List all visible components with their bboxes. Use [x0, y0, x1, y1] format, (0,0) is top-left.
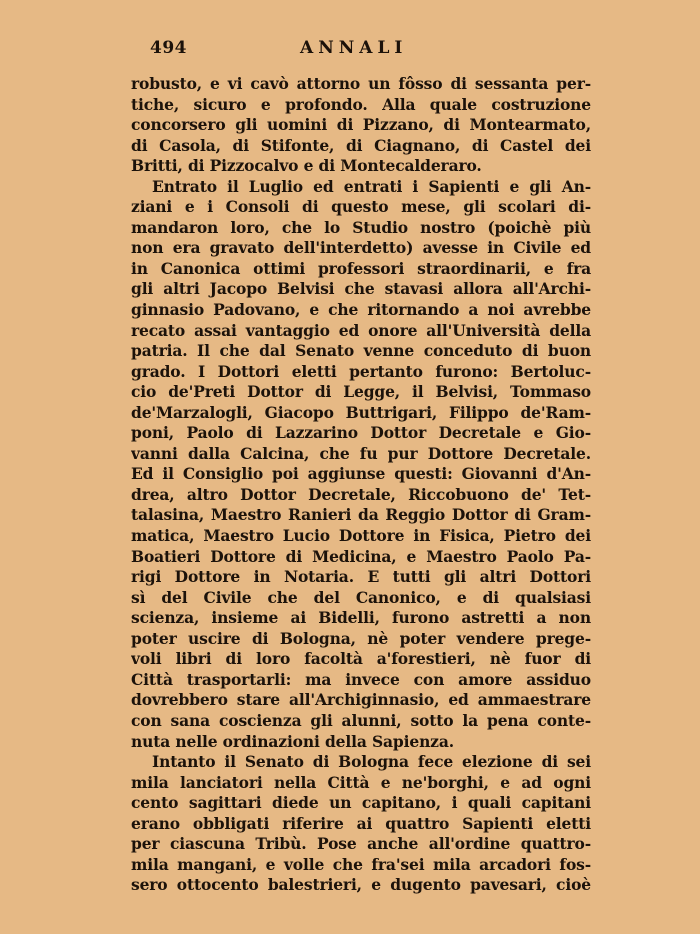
text-line: non era gravato dell'interdetto) avesse in Civile ed	[131, 238, 591, 258]
text-line: con sana coscienza gli alunni, sotto la pena conte-	[131, 710, 591, 730]
text-line: talasina, Maestro Ranieri da Reggio Dottor di Gram-	[131, 505, 591, 525]
text-line: mila mangani, e volle che fra'sei mila arcadori fos-	[131, 854, 591, 874]
text-line: sero ottocento balestrieri, e dugento pavesari, cioè	[131, 875, 591, 895]
body-text	[131, 74, 591, 896]
text-line: Boatieri Dottore di Medicina, e Maestro Paolo Pa-	[131, 546, 591, 566]
text-line: cento sagittari diede un capitano, i quali capitani	[131, 793, 591, 813]
text-line: per ciascuna Tribù. Pose anche all'ordine quattro-	[131, 834, 591, 854]
text-line: di Casola, di Stifonte, di Ciagnano, di Castel dei	[131, 135, 591, 155]
text-line: dovrebbero stare all'Archiginnasio, ed ammaestrare	[131, 690, 591, 710]
text-line: de'Marzalogli, Giacopo Buttrigari, Filippo de'Ram-	[131, 402, 591, 422]
text-line: scienza, insieme ai Bidelli, furono astretti a non	[131, 608, 591, 628]
text-line: mandaron loro, che lo Studio nostro (poichè più	[131, 217, 591, 237]
text-line: grado. I Dottori eletti pertanto furono: Bertoluc-	[131, 361, 591, 381]
text-line: poter uscire di Bologna, nè poter vendere prege-	[131, 628, 591, 648]
text-line: recato assai vantaggio ed onore all'Università della	[131, 320, 591, 340]
page-header	[150, 38, 590, 62]
text-line: Britti, di Pizzocalvo e di Montecalderaro.	[131, 156, 482, 176]
text-line: voli libri di loro facoltà a'forestieri, nè fuor di	[131, 649, 591, 669]
text-line: patria. Il che dal Senato venne conceduto di buon	[131, 341, 591, 361]
text-line: Città trasportarli: ma invece con amore assiduo	[131, 669, 591, 689]
text-line: Entrato il Luglio ed entrati i Sapienti e gli An-	[152, 176, 591, 196]
text-line: Intanto il Senato di Bologna fece elezione di sei	[152, 752, 591, 772]
text-line: nuta nelle ordinazioni della Sapienza.	[131, 731, 454, 751]
text-line: rigi Dottore in Notaria. E tutti gli altri Dottori	[131, 567, 591, 587]
text-line: sì del Civile che del Canonico, e di qualsiasi	[131, 587, 591, 607]
text-line: robusto, e vi cavò attorno un fôsso di sessanta per-	[131, 74, 591, 93]
text-line: concorsero gli uomini di Pizzano, di Montearmato,	[131, 115, 591, 135]
text-line: erano obbligati riferire ai quattro Sapienti eletti	[131, 813, 591, 833]
text-line: tiche, sicuro e profondo. Alla quale costruzione	[131, 94, 591, 114]
text-line: cio de'Preti Dottor di Legge, il Belvisi, Tommaso	[131, 382, 591, 402]
text-line: ziani e i Consoli di questo mese, gli scolari di-	[131, 197, 591, 217]
text-line: Ed il Consiglio poi aggiunse questi: Giovanni d'An-	[131, 464, 591, 484]
running-title: ANNALI	[300, 38, 408, 58]
text-line: gli altri Jacopo Belvisi che stavasi allora all'Archi-	[131, 279, 591, 299]
text-line: mila lanciatori nella Città e ne'borghi, e ad ogni	[131, 772, 591, 792]
text-line: in Canonica ottimi professori straordinarii, e fra	[131, 258, 591, 278]
text-line: poni, Paolo di Lazzarino Dottor Decretale e Gio-	[131, 423, 591, 443]
text-line: drea, altro Dottor Decretale, Riccobuono de' Tet-	[131, 484, 591, 504]
text-line: matica, Maestro Lucio Dottore in Fisica, Pietro dei	[131, 526, 591, 546]
page-number: 494	[150, 38, 187, 58]
text-line: ginnasio Padovano, e che ritornando a noi avrebbe	[131, 300, 591, 320]
text-line: vanni dalla Calcina, che fu pur Dottore Decretale.	[131, 443, 591, 463]
